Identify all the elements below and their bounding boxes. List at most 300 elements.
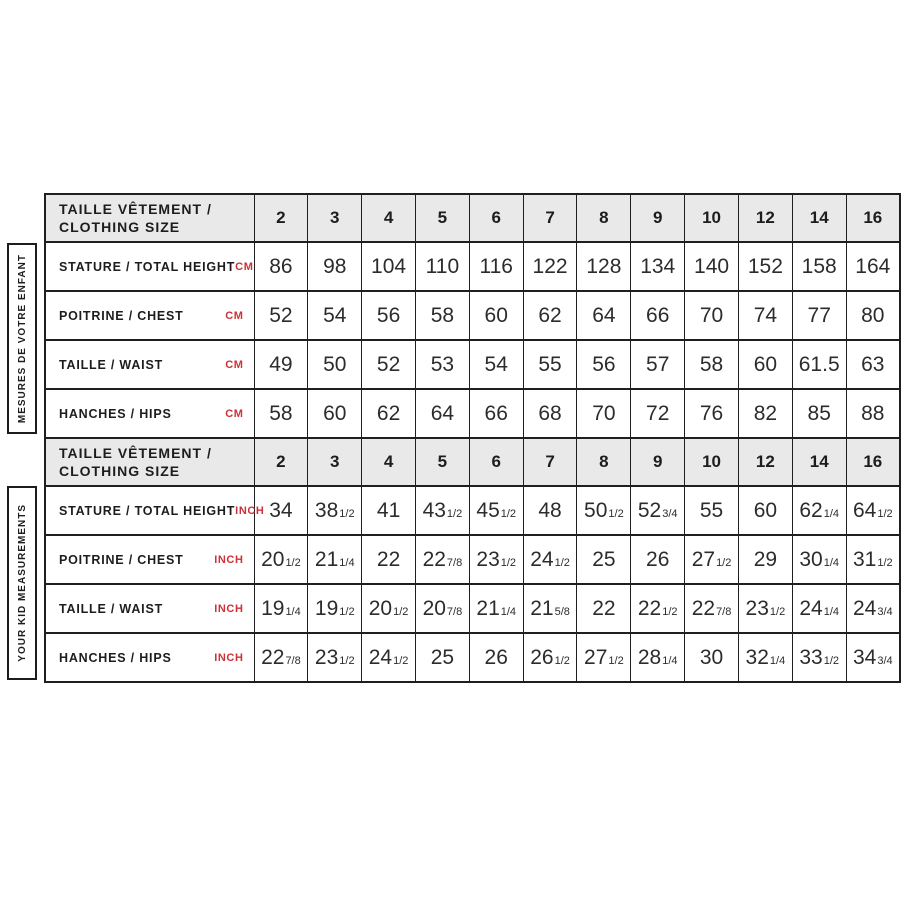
value-fraction: 1/2	[662, 605, 678, 618]
value-whole: 26	[484, 645, 508, 669]
unit-label: INCH	[214, 651, 244, 664]
value-whole: 56	[592, 352, 616, 376]
value-cell	[846, 291, 900, 340]
measure-label-cell	[45, 242, 254, 291]
size-column-header-3: 3	[308, 194, 362, 242]
value-cell	[308, 584, 362, 633]
measure-label-cell	[45, 584, 254, 633]
value-cell	[792, 389, 846, 438]
value-cell	[685, 389, 739, 438]
value-whole: 50	[323, 352, 347, 376]
value-fraction: 1/2	[877, 507, 893, 520]
size-column-header-3: 3	[308, 438, 362, 486]
value-whole: 22	[592, 596, 616, 620]
value-whole: 52	[269, 303, 293, 327]
value-cell	[308, 486, 362, 535]
unit-label: CM	[225, 309, 244, 322]
value-cell	[523, 486, 577, 535]
measure-label: TAILLE / WAIST	[59, 601, 164, 616]
value-whole: 53	[430, 352, 455, 376]
value-cell	[415, 291, 469, 340]
value-cell	[362, 633, 416, 682]
value-cell	[362, 584, 416, 633]
value-whole: 158	[801, 254, 837, 278]
value-cell	[415, 633, 469, 682]
value-cell	[685, 340, 739, 389]
size-table-inch	[44, 437, 901, 683]
value-whole: 41	[376, 498, 401, 522]
value-whole: 116	[479, 254, 513, 278]
measure-label-cell	[45, 340, 254, 389]
value-whole: 60	[484, 303, 508, 327]
value-whole: 24	[530, 547, 554, 571]
value-cell	[631, 486, 685, 535]
value-whole: 23	[745, 596, 769, 620]
value-cell	[254, 340, 308, 389]
value-whole: 26	[646, 547, 670, 571]
value-cell	[846, 486, 900, 535]
value-cell	[415, 340, 469, 389]
value-fraction: 1/4	[823, 507, 840, 520]
value-whole: 31	[852, 547, 877, 571]
value-cell	[631, 584, 685, 633]
value-cell	[846, 389, 900, 438]
value-cell	[469, 535, 523, 584]
value-cell	[308, 535, 362, 584]
value-fraction: 1/2	[608, 507, 624, 520]
value-cell	[738, 633, 792, 682]
value-cell	[792, 340, 846, 389]
value-fraction: 1/4	[339, 556, 355, 569]
value-whole: 43	[422, 498, 446, 522]
value-whole: 60	[753, 498, 778, 522]
value-whole: 32	[745, 645, 769, 669]
size-header-row	[45, 438, 900, 486]
value-whole: 21	[530, 596, 554, 620]
value-cell	[469, 633, 523, 682]
measure-label: STATURE / TOTAL HEIGHT	[59, 503, 236, 518]
measure-label: POITRINE / CHEST	[59, 552, 184, 567]
value-whole: 48	[538, 498, 562, 522]
value-whole: 66	[484, 401, 508, 425]
value-cell	[738, 486, 792, 535]
value-whole: 49	[269, 352, 293, 376]
side-label-box-cm	[7, 243, 37, 434]
value-whole: 64	[430, 401, 455, 425]
size-column-header-6: 6	[469, 438, 523, 486]
value-whole: 22	[376, 547, 401, 571]
value-cell	[846, 633, 900, 682]
value-whole: 77	[807, 303, 831, 327]
value-whole: 61.5	[798, 352, 840, 376]
value-whole: 58	[699, 352, 724, 376]
value-whole: 110	[425, 254, 460, 278]
measure-row	[45, 291, 900, 340]
size-table-cm	[44, 193, 901, 439]
value-fraction: 1/4	[823, 556, 840, 569]
side-label-cm: MESURES DE VOTRE ENFANT	[16, 253, 28, 424]
value-whole: 21	[476, 596, 500, 620]
value-cell	[792, 633, 846, 682]
value-cell	[254, 389, 308, 438]
value-fraction: 1/2	[339, 605, 355, 618]
value-cell	[469, 291, 523, 340]
measure-label: HANCHES / HIPS	[59, 406, 172, 421]
size-header-line2: CLOTHING SIZE	[59, 463, 181, 479]
value-whole: 52	[376, 352, 401, 376]
measure-row	[45, 584, 900, 633]
measure-label-wrap	[46, 651, 254, 665]
value-whole: 20	[368, 596, 393, 620]
value-cell	[308, 291, 362, 340]
value-fraction: 7/8	[716, 605, 732, 618]
value-fraction: 1/2	[393, 605, 409, 618]
value-whole: 82	[753, 401, 778, 425]
size-header-line1: TAILLE VÊTEMENT /	[59, 444, 212, 461]
value-whole: 63	[861, 352, 885, 376]
value-fraction: 1/2	[554, 556, 570, 569]
size-column-header-12: 12	[738, 438, 792, 486]
value-cell	[523, 535, 577, 584]
value-cell	[362, 291, 416, 340]
value-cell	[792, 535, 846, 584]
size-column-header-9: 9	[631, 438, 685, 486]
size-column-header-10: 10	[685, 194, 739, 242]
size-header-line1: TAILLE VÊTEMENT /	[59, 200, 212, 217]
value-whole: 25	[430, 645, 455, 669]
value-cell	[631, 242, 685, 291]
value-fraction: 1/2	[716, 556, 732, 569]
value-whole: 34	[852, 645, 877, 669]
size-header-label-cell	[45, 194, 254, 242]
size-header-label-cell	[45, 438, 254, 486]
value-fraction: 1/2	[339, 507, 355, 520]
value-whole: 70	[592, 401, 616, 425]
value-whole: 29	[753, 547, 778, 571]
size-column-header-9: 9	[631, 194, 685, 242]
value-whole: 27	[691, 547, 716, 571]
size-column-header-7: 7	[523, 194, 577, 242]
value-whole: 34	[269, 498, 293, 522]
size-column-header-8: 8	[577, 194, 631, 242]
value-cell	[254, 242, 308, 291]
value-whole: 22	[261, 645, 285, 669]
value-fraction: 1/2	[554, 654, 570, 667]
value-whole: 38	[314, 498, 339, 522]
value-whole: 52	[637, 498, 662, 522]
value-fraction: 1/2	[339, 654, 355, 667]
value-cell	[523, 584, 577, 633]
value-cell	[415, 242, 469, 291]
side-label-inch: YOUR KID MEASUREMENTS	[16, 504, 28, 662]
value-whole: 76	[699, 401, 724, 425]
value-cell	[577, 291, 631, 340]
value-whole: 33	[799, 645, 823, 669]
value-fraction: 1/2	[823, 654, 840, 667]
value-whole: 58	[269, 401, 293, 425]
value-cell	[308, 242, 362, 291]
value-cell	[577, 242, 631, 291]
value-cell	[792, 486, 846, 535]
value-cell	[362, 242, 416, 291]
size-column-header-10: 10	[685, 438, 739, 486]
size-column-header-4: 4	[362, 194, 416, 242]
value-fraction: 1/2	[393, 654, 409, 667]
value-fraction: 1/4	[769, 654, 786, 667]
value-whole: 26	[530, 645, 554, 669]
value-whole: 22	[637, 596, 662, 620]
measure-row	[45, 535, 900, 584]
value-cell	[685, 535, 739, 584]
value-whole: 55	[538, 352, 562, 376]
size-column-header-14: 14	[792, 194, 846, 242]
measure-label-wrap	[46, 553, 254, 567]
unit-label: INCH	[214, 553, 244, 566]
value-whole: 122	[532, 254, 568, 278]
value-fraction: 1/2	[446, 507, 463, 520]
value-fraction: 7/8	[285, 654, 301, 667]
unit-label: INCH	[235, 504, 265, 517]
value-cell	[631, 340, 685, 389]
value-cell	[577, 584, 631, 633]
measure-row	[45, 633, 900, 682]
size-column-header-12: 12	[738, 194, 792, 242]
measure-label: HANCHES / HIPS	[59, 650, 172, 665]
value-cell	[631, 389, 685, 438]
measure-label-wrap	[46, 407, 254, 421]
value-whole: 19	[261, 596, 285, 620]
value-whole: 64	[852, 498, 877, 522]
value-whole: 164	[855, 254, 891, 278]
value-cell	[738, 389, 792, 438]
value-fraction: 1/2	[500, 507, 517, 520]
unit-label: CM	[235, 260, 254, 273]
value-cell	[523, 389, 577, 438]
value-cell	[308, 633, 362, 682]
value-fraction: 1/2	[285, 556, 301, 569]
value-whole: 85	[807, 401, 831, 425]
measure-label-wrap	[46, 309, 254, 323]
value-whole: 20	[422, 596, 446, 620]
value-whole: 24	[799, 596, 823, 620]
value-cell	[469, 389, 523, 438]
value-whole: 62	[538, 303, 562, 327]
value-fraction: 1/4	[823, 605, 840, 618]
value-whole: 21	[314, 547, 339, 571]
size-header-row	[45, 194, 900, 242]
value-cell	[738, 340, 792, 389]
unit-label: CM	[225, 358, 244, 371]
size-column-header-4: 4	[362, 438, 416, 486]
value-cell	[362, 486, 416, 535]
measure-label-cell	[45, 535, 254, 584]
value-cell	[415, 389, 469, 438]
value-cell	[469, 584, 523, 633]
value-fraction: 1/2	[877, 556, 893, 569]
value-whole: 55	[699, 498, 724, 522]
value-whole: 24	[368, 645, 393, 669]
value-whole: 68	[538, 401, 562, 425]
value-cell	[738, 291, 792, 340]
value-cell	[685, 633, 739, 682]
value-cell	[523, 633, 577, 682]
value-whole: 54	[484, 352, 508, 376]
value-fraction: 1/2	[500, 556, 517, 569]
value-whole: 60	[323, 401, 347, 425]
side-label-box-inch	[7, 486, 37, 680]
size-column-header-7: 7	[523, 438, 577, 486]
value-cell	[577, 633, 631, 682]
value-cell	[846, 340, 900, 389]
value-cell	[254, 633, 308, 682]
value-fraction: 1/2	[769, 605, 786, 618]
value-cell	[415, 486, 469, 535]
size-column-header-8: 8	[577, 438, 631, 486]
value-cell	[738, 242, 792, 291]
value-cell	[685, 242, 739, 291]
value-whole: 20	[261, 547, 285, 571]
measure-label: POITRINE / CHEST	[59, 308, 184, 323]
value-cell	[469, 486, 523, 535]
value-cell	[846, 535, 900, 584]
value-fraction: 1/2	[608, 654, 624, 667]
value-whole: 22	[691, 596, 716, 620]
value-cell	[362, 340, 416, 389]
value-fraction: 3/4	[877, 605, 893, 618]
size-column-header-2: 2	[254, 438, 308, 486]
value-cell	[415, 535, 469, 584]
size-column-header-2: 2	[254, 194, 308, 242]
measure-label-cell	[45, 633, 254, 682]
value-cell	[254, 584, 308, 633]
value-whole: 25	[592, 547, 616, 571]
measure-label-cell	[45, 389, 254, 438]
size-column-header-16: 16	[846, 438, 900, 486]
value-cell	[846, 584, 900, 633]
measure-label-wrap	[46, 503, 265, 518]
value-whole: 62	[799, 498, 823, 522]
value-whole: 140	[694, 254, 730, 278]
size-column-header-14: 14	[792, 438, 846, 486]
value-whole: 50	[584, 498, 608, 522]
value-cell	[631, 291, 685, 340]
value-cell	[792, 291, 846, 340]
size-column-header-5: 5	[415, 438, 469, 486]
value-cell	[577, 535, 631, 584]
value-cell	[577, 340, 631, 389]
value-whole: 27	[584, 645, 608, 669]
measure-label-cell	[45, 291, 254, 340]
value-whole: 24	[852, 596, 877, 620]
value-fraction: 7/8	[446, 605, 463, 618]
measure-row	[45, 486, 900, 535]
value-fraction: 1/4	[285, 605, 301, 618]
value-cell	[631, 535, 685, 584]
value-whole: 23	[314, 645, 339, 669]
value-cell	[738, 584, 792, 633]
value-whole: 45	[476, 498, 500, 522]
value-fraction: 1/4	[500, 605, 517, 618]
value-cell	[469, 242, 523, 291]
value-cell	[254, 291, 308, 340]
value-whole: 66	[646, 303, 670, 327]
value-cell	[685, 584, 739, 633]
value-cell	[415, 584, 469, 633]
value-cell	[308, 340, 362, 389]
measure-label-wrap	[46, 358, 254, 372]
value-whole: 58	[430, 303, 455, 327]
value-cell	[469, 340, 523, 389]
value-cell	[523, 340, 577, 389]
value-whole: 57	[646, 352, 670, 376]
value-fraction: 7/8	[446, 556, 463, 569]
measure-row	[45, 389, 900, 438]
measure-row	[45, 242, 900, 291]
value-fraction: 3/4	[877, 654, 893, 667]
value-whole: 134	[640, 254, 676, 278]
size-column-header-6: 6	[469, 194, 523, 242]
value-cell	[362, 535, 416, 584]
value-cell	[577, 389, 631, 438]
value-whole: 30	[799, 547, 823, 571]
value-whole: 60	[753, 352, 778, 376]
value-whole: 70	[699, 303, 724, 327]
size-header-line2: CLOTHING SIZE	[59, 219, 181, 235]
value-cell	[792, 584, 846, 633]
value-fraction: 3/4	[662, 507, 678, 520]
value-cell	[308, 389, 362, 438]
value-whole: 104	[371, 254, 407, 278]
value-cell	[254, 535, 308, 584]
value-cell	[362, 389, 416, 438]
value-whole: 28	[637, 645, 662, 669]
value-fraction: 5/8	[554, 605, 570, 618]
measure-row	[45, 340, 900, 389]
unit-label: CM	[225, 407, 244, 420]
unit-label: INCH	[214, 602, 244, 615]
value-whole: 152	[747, 254, 783, 278]
value-whole: 30	[699, 645, 724, 669]
size-tables-container	[44, 193, 901, 683]
value-whole: 19	[314, 596, 339, 620]
value-whole: 74	[753, 303, 778, 327]
value-fraction: 1/4	[662, 654, 678, 667]
value-whole: 80	[861, 303, 885, 327]
value-cell	[523, 291, 577, 340]
value-whole: 98	[323, 254, 347, 278]
value-whole: 54	[323, 303, 347, 327]
measure-label-wrap	[46, 602, 254, 616]
value-whole: 23	[476, 547, 500, 571]
value-whole: 88	[861, 401, 885, 425]
value-whole: 64	[592, 303, 616, 327]
value-cell	[685, 291, 739, 340]
measure-label: TAILLE / WAIST	[59, 357, 164, 372]
size-column-header-5: 5	[415, 194, 469, 242]
value-cell	[631, 633, 685, 682]
measure-label-wrap	[46, 260, 254, 274]
size-column-header-16: 16	[846, 194, 900, 242]
value-cell	[846, 242, 900, 291]
value-whole: 72	[646, 401, 670, 425]
measure-label-cell	[45, 486, 265, 535]
measure-label: STATURE / TOTAL HEIGHT	[59, 259, 236, 274]
value-cell	[685, 486, 739, 535]
value-whole: 22	[422, 547, 446, 571]
value-whole: 128	[586, 254, 622, 278]
value-whole: 62	[376, 401, 401, 425]
value-cell	[792, 242, 846, 291]
